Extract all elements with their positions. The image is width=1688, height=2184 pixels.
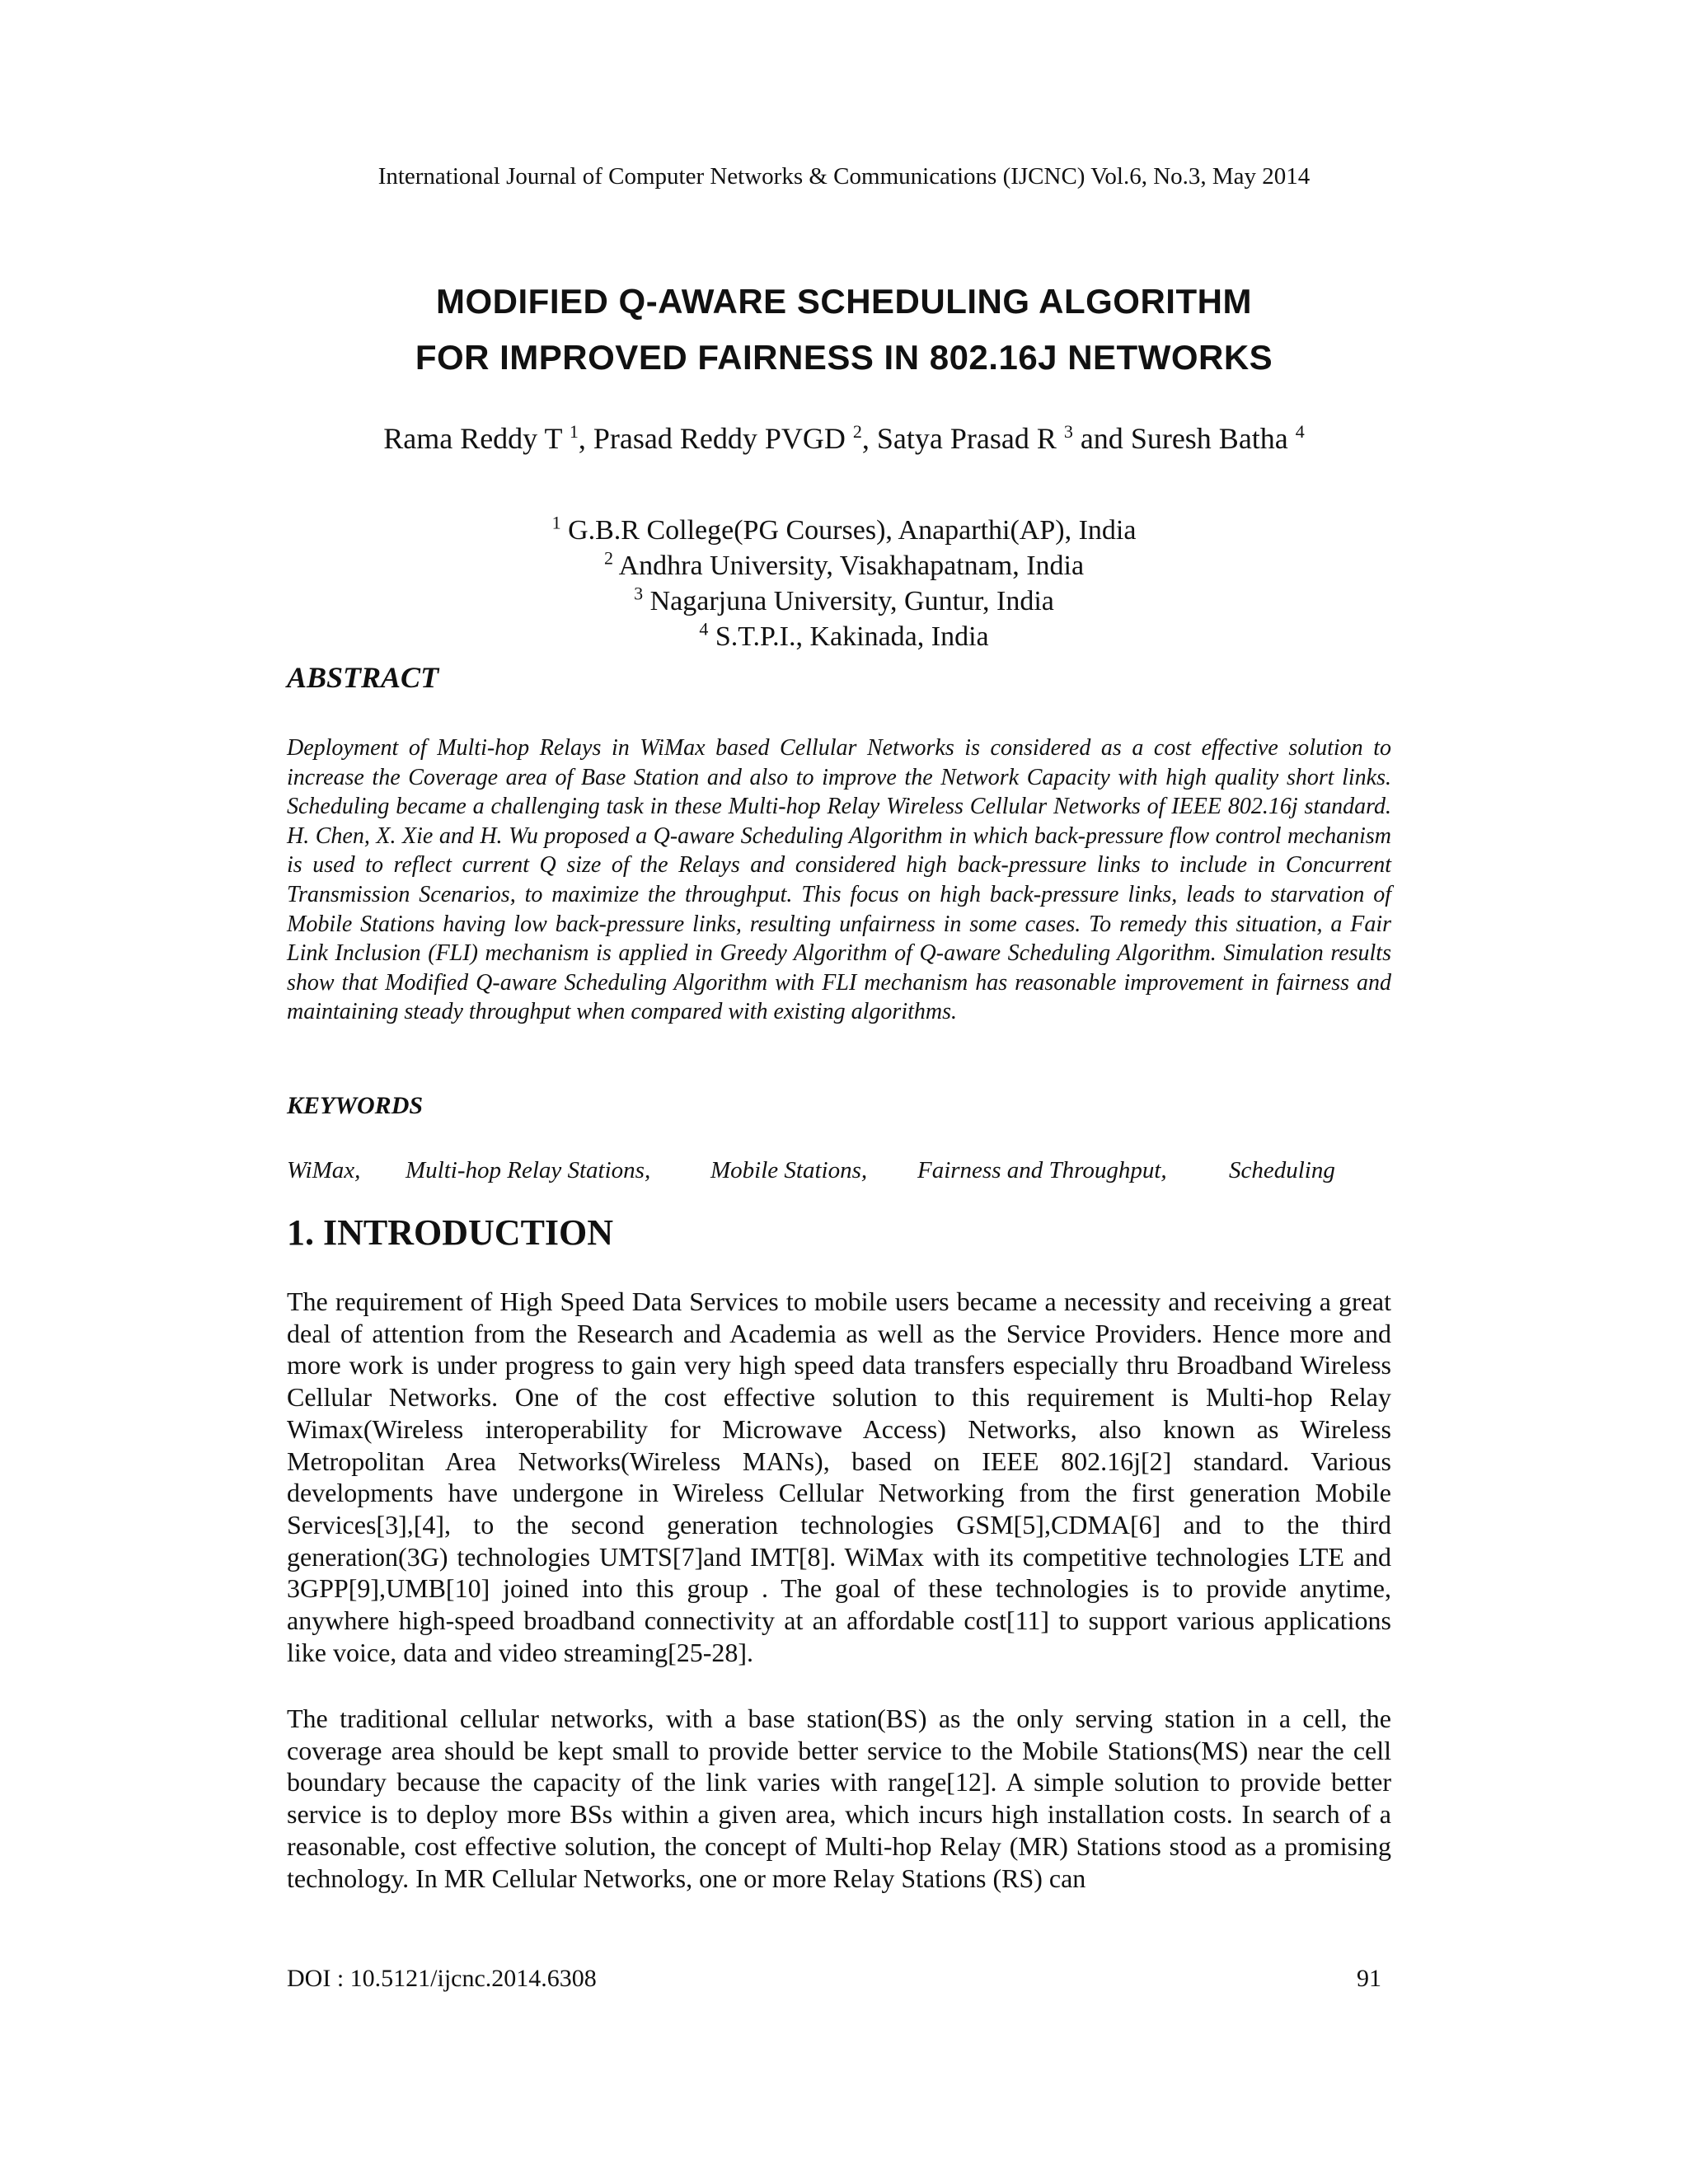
abstract-text: Deployment of Multi-hop Relays in WiMax based Cellular Networks is considered as a cost effective solution to increase the Coverage area of Base Station and also to improve the Network Capacity with high quality short links. Scheduling became a challenging task in these Multi-hop Relay Wireless Cellular Networks of IEEE 802.16j standard. H. Chen, X. Xie and H. Wu proposed a Q-aware Scheduling Algorithm in which back-pressure flow control mechanism is used to reflect current Q size of the Relays and considered high back-pressure links to include in Concurrent Transmission Scenarios, to maximize the throughput. This focus on high back-pressure links, leads to starvation of Mobile Stations having low back-pressure links, resulting unfairness in some cases. To remedy this situation, a Fair Link Inclusion (FLI) mechanism is applied in Greedy Algorithm of Q-aware Scheduling Algorithm. Simulation results show that Modified Q-aware Scheduling Algorithm with FLI mechanism has reasonable improvement in fairness and maintaining steady throughput when compared with existing algorithms. — [287, 735, 1391, 1025]
affiliation — [0, 583, 1688, 619]
author-list — [0, 420, 1688, 457]
page-number: 91 — [1357, 1965, 1381, 1992]
author-separator: , — [861, 422, 877, 455]
keyword: Fairness and Throughput, — [917, 1157, 1167, 1183]
title-line-1: MODIFIED Q-AWARE SCHEDULING ALGORITHM — [436, 282, 1252, 321]
abstract-heading: ABSTRACT — [287, 661, 439, 694]
affiliation-list — [0, 513, 1688, 654]
keyword: Mobile Stations, — [710, 1157, 868, 1183]
affiliation-mark: 2 — [603, 547, 613, 569]
affiliation-mark: 3 — [634, 583, 644, 604]
keywords-heading: KEYWORDS — [287, 1092, 424, 1119]
section-heading-introduction: 1. INTRODUCTION — [287, 1212, 614, 1253]
keyword: Scheduling — [1229, 1157, 1335, 1183]
running-header: International Journal of Computer Networks & Communications (IJCNC) Vol.6, No.3, May 2014 — [377, 163, 1311, 190]
author-name: Prasad Reddy PVGD — [593, 422, 846, 455]
author-mark: 2 — [852, 421, 862, 442]
affiliation — [0, 513, 1688, 548]
affiliation-text: G.B.R College(PG Courses), Anaparthi(AP), India — [568, 515, 1137, 546]
keyword: Multi-hop Relay Stations, — [406, 1157, 651, 1183]
author-name: Suresh Batha — [1130, 422, 1288, 455]
introduction-paragraph-1: The requirement of High Speed Data Services to mobile users became a necessity and receiving a great deal of attention from the Research and Academia as well as the Service Providers. Hence more and more work is under progress to gain very high speed data transfers especially thru Broadband Wireless Cellular Networks. One of the cost effective solution to this requirement is Multi-hop Relay Wimax(Wireless interoperability for Microwave Access) Networks, also known as Wireless Metropolitan Area Networks(Wireless MANs), based on IEEE 802.16j[2] standard. Various developments have undergone in Wireless Cellular Networking from the first generation Mobile Services[3],[4], to the second generation technologies GSM[5],CDMA[6] and to the third generation(3G) technologies UMTS[7]and IMT[8]. WiMax with its competitive technologies LTE and 3GPP[9],UMB[10] joined into this group . The goal of these technologies is to provide anytime, anywhere high-speed broadband connectivity at an affordable cost[11] to support various applications like voice, data and video streaming[25-28]. — [287, 1286, 1391, 1667]
author-separator: and — [1080, 422, 1131, 455]
paper-title — [0, 274, 1688, 386]
affiliation-mark: 1 — [551, 512, 561, 533]
introduction-paragraph-2: The traditional cellular networks, with a base station(BS) as the only serving station in a cell, the coverage area should be kept small to provide better service to the Mobile Stations(MS) near the cell boundary because the capacity of the link varies with range[12]. A simple solution to provide better service is to deploy more BSs within a given area, which incurs high installation costs. In search of a reasonable, cost effective solution, the concept of Multi-hop Relay (MR) Stations stood as a promising technology. In MR Cellular Networks, one or more Relay Stations (RS) can — [287, 1704, 1391, 1893]
affiliation-text: Andhra University, Visakhapatnam, India — [618, 551, 1085, 581]
affiliation — [0, 548, 1688, 583]
affiliation-text: Nagarjuna University, Guntur, India — [649, 586, 1054, 616]
affiliation — [0, 619, 1688, 654]
footer-doi: DOI : 10.5121/ijcnc.2014.6308 — [287, 1965, 597, 1992]
author-name: Rama Reddy T — [383, 422, 562, 455]
author-name: Satya Prasad R — [876, 422, 1057, 455]
author-mark: 3 — [1063, 421, 1073, 442]
author-mark: 4 — [1295, 421, 1305, 442]
affiliation-mark: 4 — [699, 618, 709, 640]
author-mark: 1 — [569, 421, 579, 442]
affiliation-text: S.T.P.I., Kakinada, India — [715, 621, 989, 652]
author-separator: , — [578, 422, 593, 455]
title-line-2: FOR IMPROVED FAIRNESS IN 802.16J NETWORKS — [415, 338, 1273, 377]
keyword: WiMax, — [287, 1157, 361, 1183]
